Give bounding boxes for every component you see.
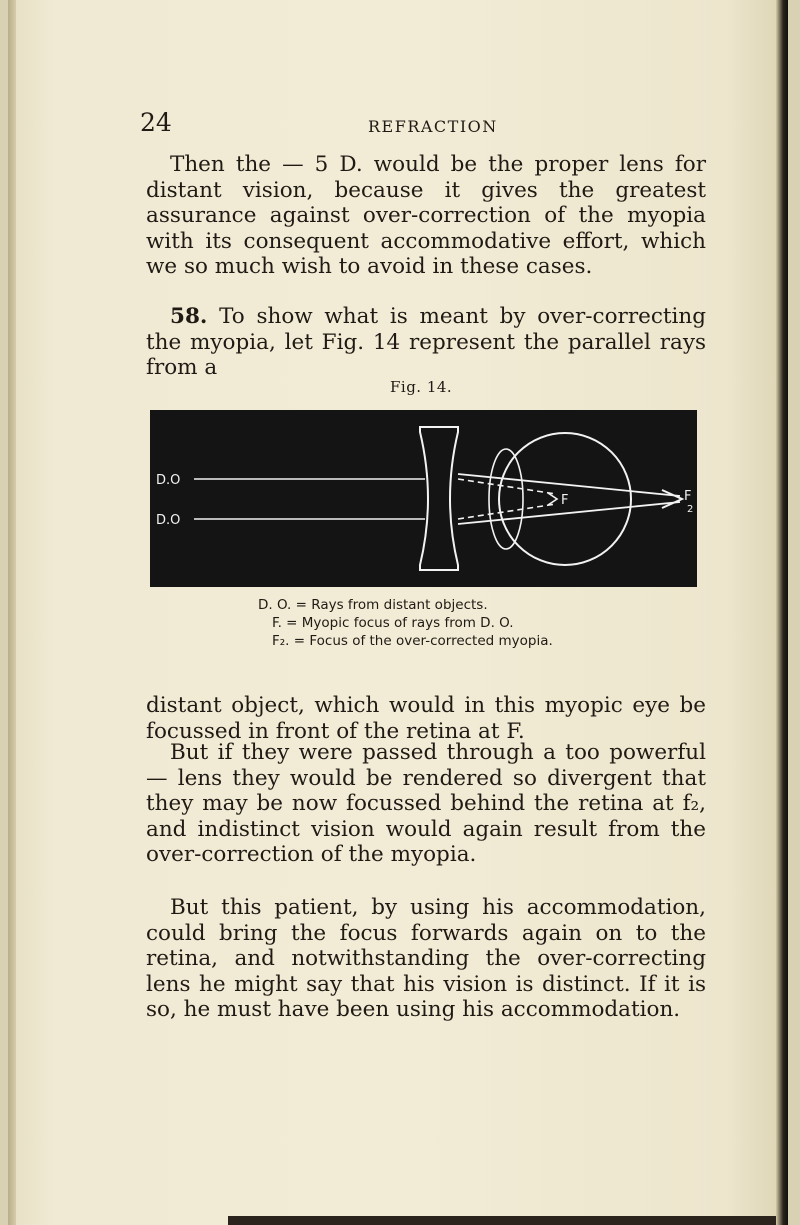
legend-line-do: D. O. = Rays from distant objects. <box>258 597 488 613</box>
page-number: 24 <box>140 108 172 137</box>
page-right-edge <box>776 0 788 1225</box>
paragraph-1: Then the — 5 D. would be the proper lens for distant vision, because it gives the greatest assurance against over-correction of the myopia with its consequent accommodative effort, which we so much wish to avoid in these cases. <box>146 152 706 279</box>
optics-diagram <box>150 410 697 587</box>
label-focus-f2-subscript: 2 <box>687 504 694 515</box>
page-bottom-edge <box>228 1216 776 1225</box>
label-ray-do-lower: D.O <box>156 513 181 528</box>
running-head: REFRACTION <box>368 117 498 136</box>
paragraph-3: distant object, which would in this myopic eye be focussed in front of the retina at F. <box>146 693 706 744</box>
paragraph-4: But if they were passed through a too powerful — lens they would be rendered so divergent that they may be now focussed behind the retina at f₂, and indistinct vision would again result from the over-correction of the myopia. <box>146 740 706 867</box>
section-number: 58. <box>170 304 208 329</box>
legend-line-f: F. = Myopic focus of rays from D. O. <box>272 615 514 631</box>
figure-label: Fig. 14. <box>390 378 453 396</box>
paragraph-2-text: To show what is meant by over-correcting the myopia, let Fig. 14 represent the parallel rays from a <box>146 304 706 380</box>
legend-line-f2: F₂. = Focus of the over-corrected myopia. <box>272 633 553 649</box>
figure-legend <box>258 596 688 650</box>
diagram-background <box>150 410 697 587</box>
label-ray-do-upper: D.O <box>156 473 181 488</box>
paragraph-2 <box>146 304 706 381</box>
paragraph-5: But this patient, by using his accommodation, could bring the focus forwards again on to the retina, and notwithstanding the over-correcting lens he might say that his vision is distinct. If it is so, he must have been using his accommodation. <box>146 895 706 1022</box>
label-focus-f: F <box>561 493 569 508</box>
label-focus-f2: F <box>684 489 692 504</box>
page-left-edge <box>8 0 16 1225</box>
figure-14-diagram <box>150 410 697 587</box>
